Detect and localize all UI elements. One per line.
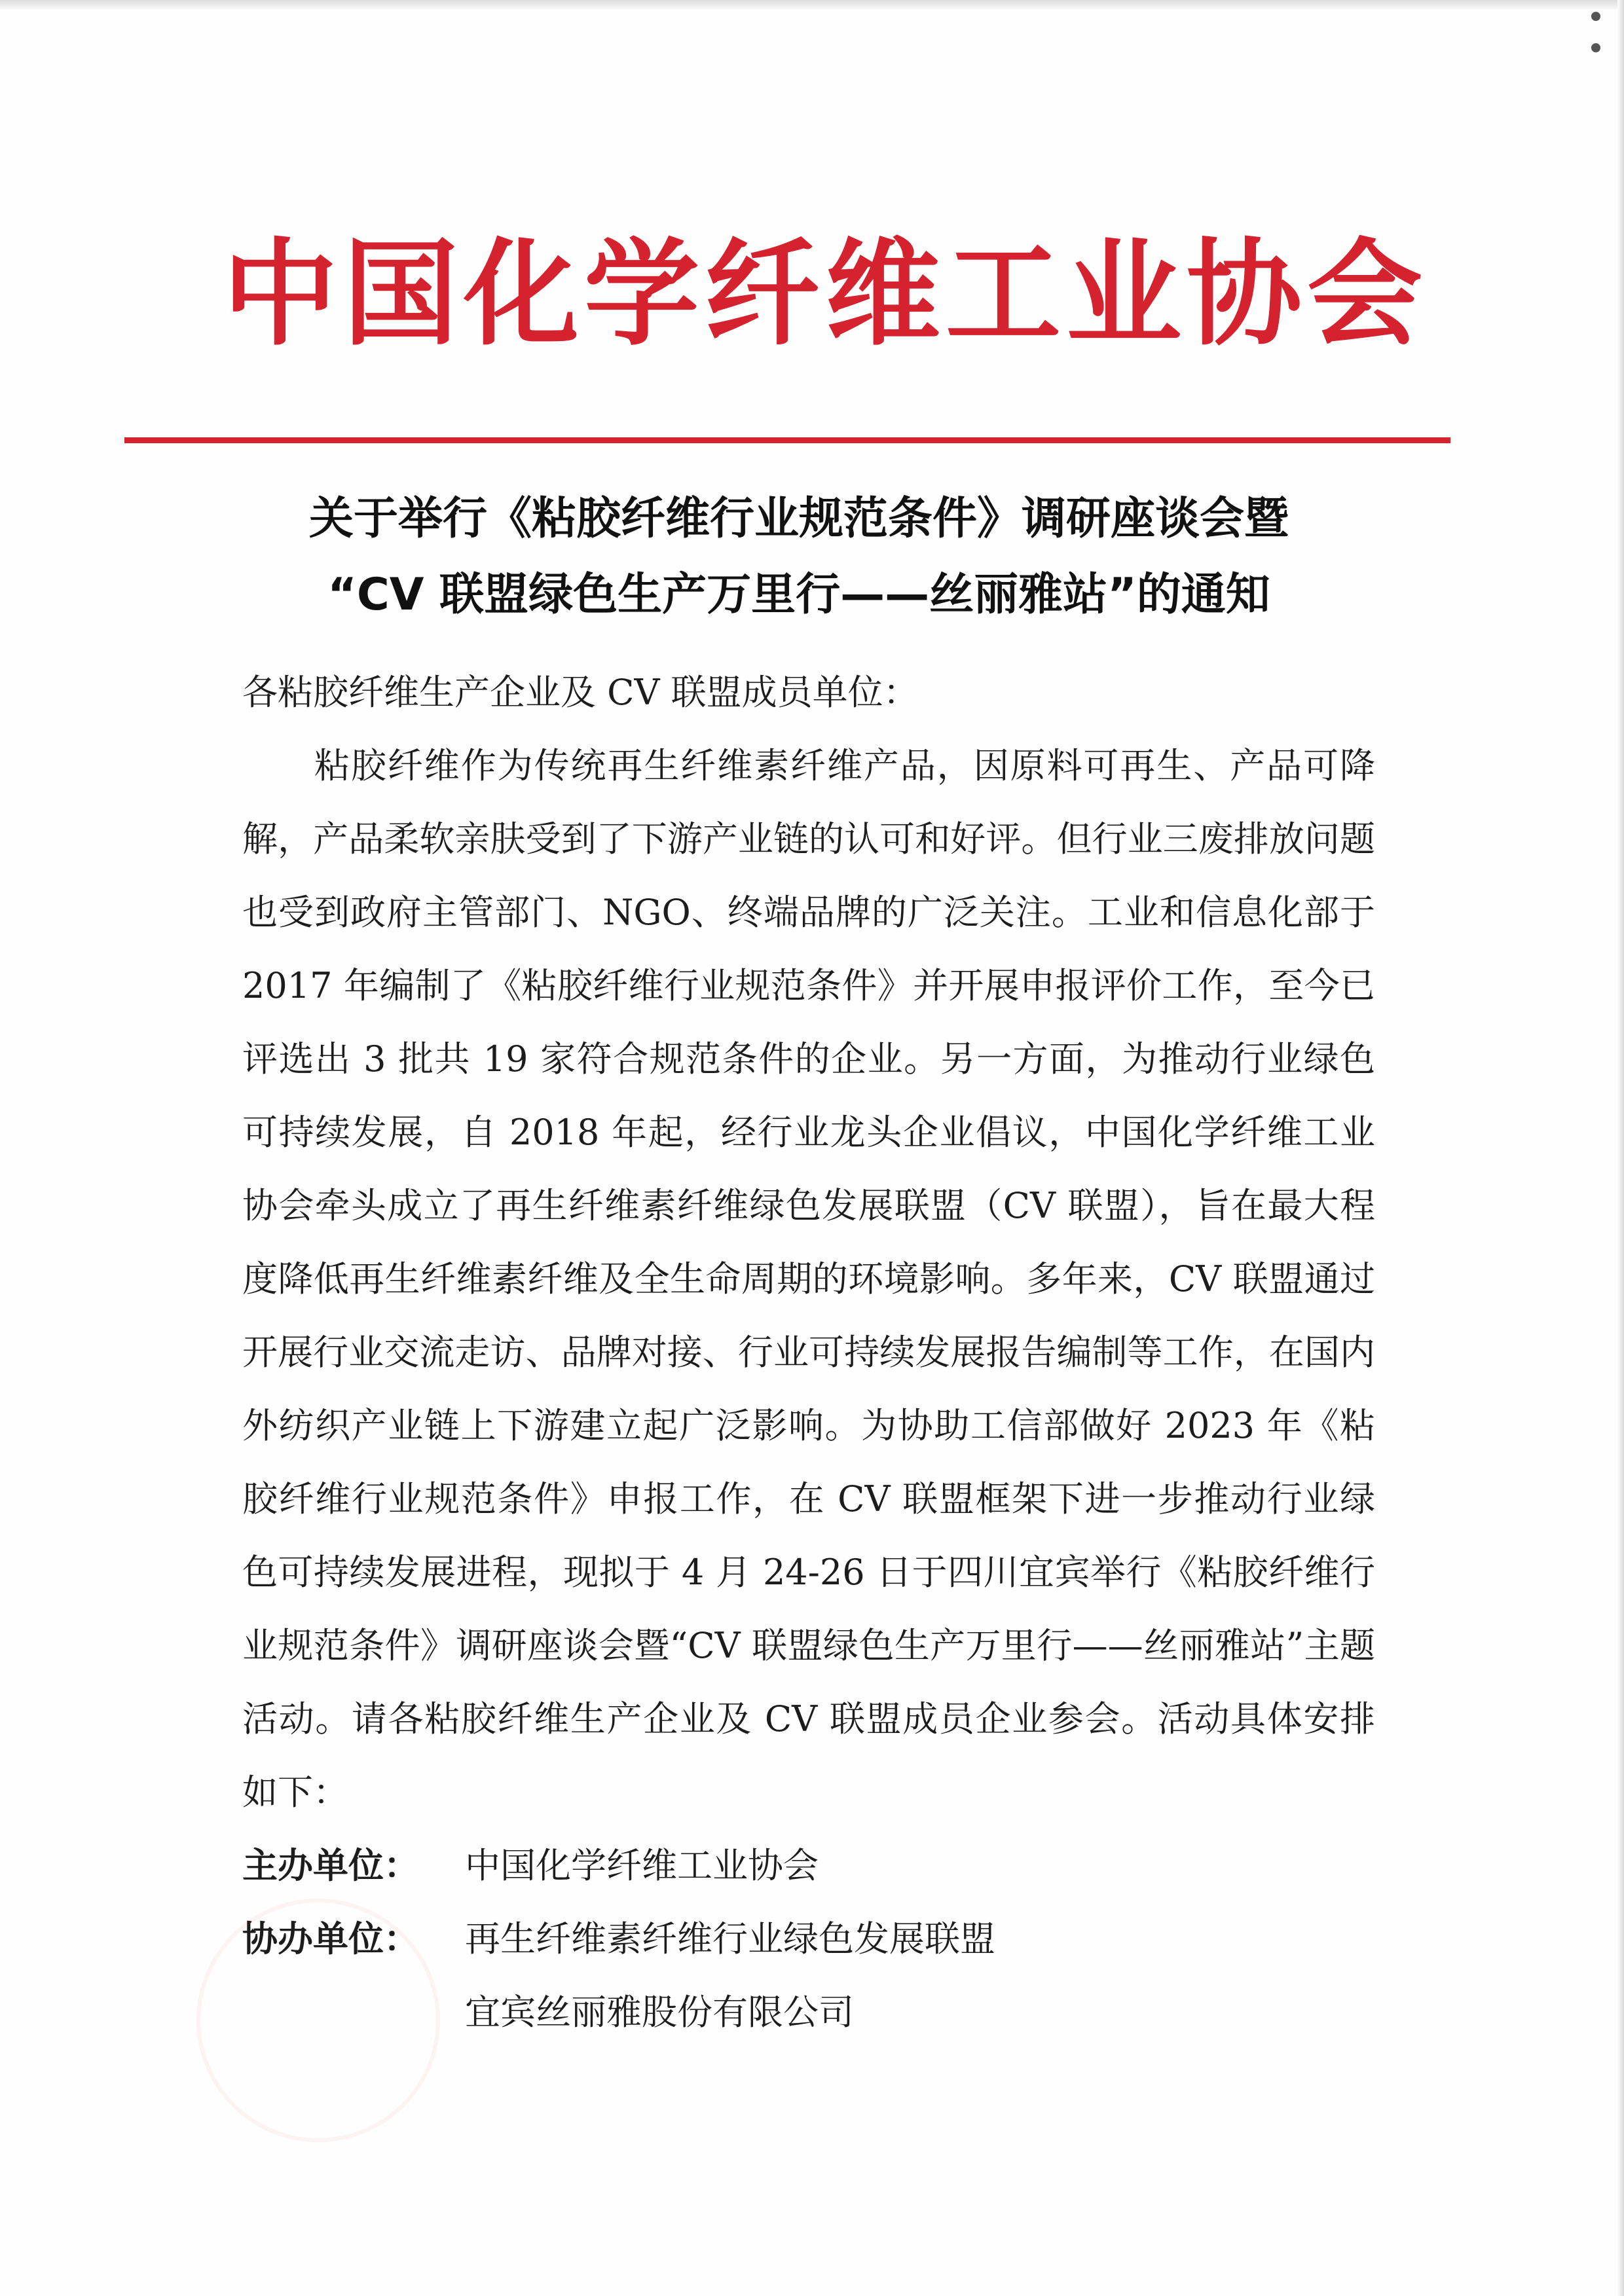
co-organizer-label: 协办单位： bbox=[242, 1918, 419, 1959]
scan-top-edge bbox=[0, 0, 1624, 9]
organizer-values bbox=[465, 1829, 1375, 1903]
organizer-value: 中国化学纤维工业协会 bbox=[465, 1845, 819, 1886]
co-organizer-values bbox=[465, 1903, 1375, 2049]
main-paragraph: 粘胶纤维作为传统再生纤维素纤维产品，因原料可再生、产品可降解，产品柔软亲肤受到了下游产业链的认可和好评。但行业三废排放问题也受到政府主管部门、NGO、终端品牌的广泛关注。工业和信息化部于 2017 年编制了《粘胶纤维行业规范条件》并开展申报评价工作，至今已评选出 3 批共 19 家符合规范条件的企业。另一方面，为推动行业绿色可持续发展，自 2018 年起，经行业龙头企业倡议，中国化学纤维工业协会牵头成立了再生纤维素纤维绿色发展联盟（CV 联盟），旨在最大程度降低再生纤维素纤维及全生命周期的环境影响。多年来，CV 联盟通过开展行业交流走访、品牌对接、行业可持续发展报告编制等工作，在国内外纺织产业链上下游建立起广泛影响。为协助工信部做好 2023 年《粘胶纤维行业规范条件》申报工作，在 CV 联盟框架下进一步推动行业绿色可持续发展进程，现拟于 4 月 24-26 日于四川宜宾举行《粘胶纤维行业规范条件》调研座谈会暨“CV 联盟绿色生产万里行——丝丽雅站”主题活动。请各粘胶纤维生产企业及 CV 联盟成员企业参会。活动具体安排如下： bbox=[242, 745, 1375, 1813]
binding-hole-second bbox=[1591, 43, 1600, 52]
salutation: 各粘胶纤维生产企业及 CV 联盟成员单位： bbox=[242, 672, 919, 713]
scan-right-edge bbox=[1617, 0, 1624, 2296]
co-organizer-value-2: 宜宾丝丽雅股份有限公司 bbox=[465, 1992, 854, 2033]
notice-title bbox=[144, 481, 1454, 633]
letterhead-red-rule bbox=[124, 437, 1450, 443]
co-organizer-value-1: 再生纤维素纤维行业绿色发展联盟 bbox=[465, 1918, 995, 1959]
organizer-row bbox=[242, 1829, 1375, 1903]
organizer-label: 主办单位： bbox=[242, 1845, 419, 1886]
binding-hole-top bbox=[1591, 12, 1600, 21]
letterhead-org-name: 中国化学纤维工业协会 bbox=[223, 227, 1428, 361]
notice-title-line-2: “CV 联盟绿色生产万里行——丝丽雅站”的通知 bbox=[327, 569, 1270, 621]
notice-body bbox=[242, 656, 1375, 2049]
notice-title-line-1: 关于举行《粘胶纤维行业规范条件》调研座谈会暨 bbox=[308, 493, 1289, 545]
seal-bleed-through bbox=[196, 1899, 440, 2142]
